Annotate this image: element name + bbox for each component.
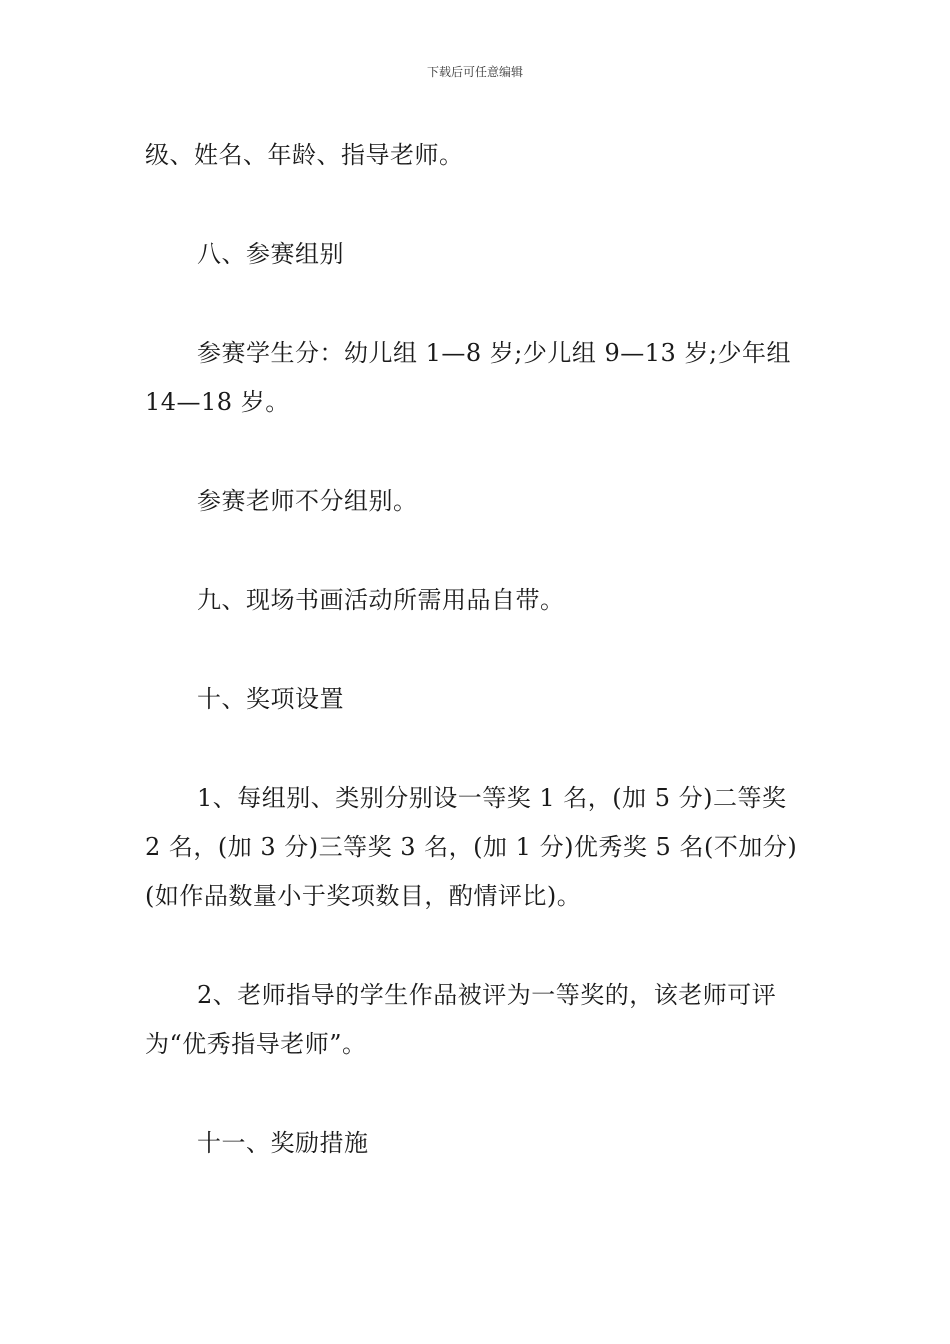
text-line: 十一、奖励措施 <box>197 1129 369 1157</box>
heading-section-10 <box>145 675 810 724</box>
document-body <box>145 131 810 1168</box>
paragraph-teacher-groups <box>145 477 810 526</box>
paragraph-award-1 <box>145 774 810 921</box>
text-line: 为“优秀指导老师”。 <box>145 1030 367 1058</box>
text-line: 2 名，(加 3 分)三等奖 3 名，(加 1 分)优秀奖 5 名(不加分) <box>145 833 798 861</box>
text-line: 14—18 岁。 <box>145 388 290 416</box>
heading-section-9 <box>145 576 810 625</box>
text-line: 参赛老师不分组别。 <box>197 487 418 515</box>
text-line: 级、姓名、年龄、指导老师。 <box>145 141 464 169</box>
text-line: 1、每组别、类别分别设一等奖 1 名，(加 5 分)二等奖 <box>197 784 787 812</box>
text-line: (如作品数量小于奖项数目，酌情评比)。 <box>145 882 582 910</box>
text-line: 参赛学生分：幼儿组 1—8 岁;少儿组 9—13 岁;少年组 <box>197 339 792 367</box>
paragraph-award-2 <box>145 971 810 1069</box>
paragraph-continuation <box>145 131 810 180</box>
page-header: 下载后可任意编辑 <box>426 65 523 79</box>
text-line: 九、现场书画活动所需用品自带。 <box>197 586 565 614</box>
text-line: 2、老师指导的学生作品被评为一等奖的，该老师可评 <box>197 981 777 1009</box>
text-line: 八、参赛组别 <box>197 240 344 268</box>
heading-section-11 <box>145 1119 810 1168</box>
heading-section-8 <box>145 230 810 279</box>
text-line: 十、奖项设置 <box>197 685 344 713</box>
paragraph-student-groups <box>145 329 810 427</box>
